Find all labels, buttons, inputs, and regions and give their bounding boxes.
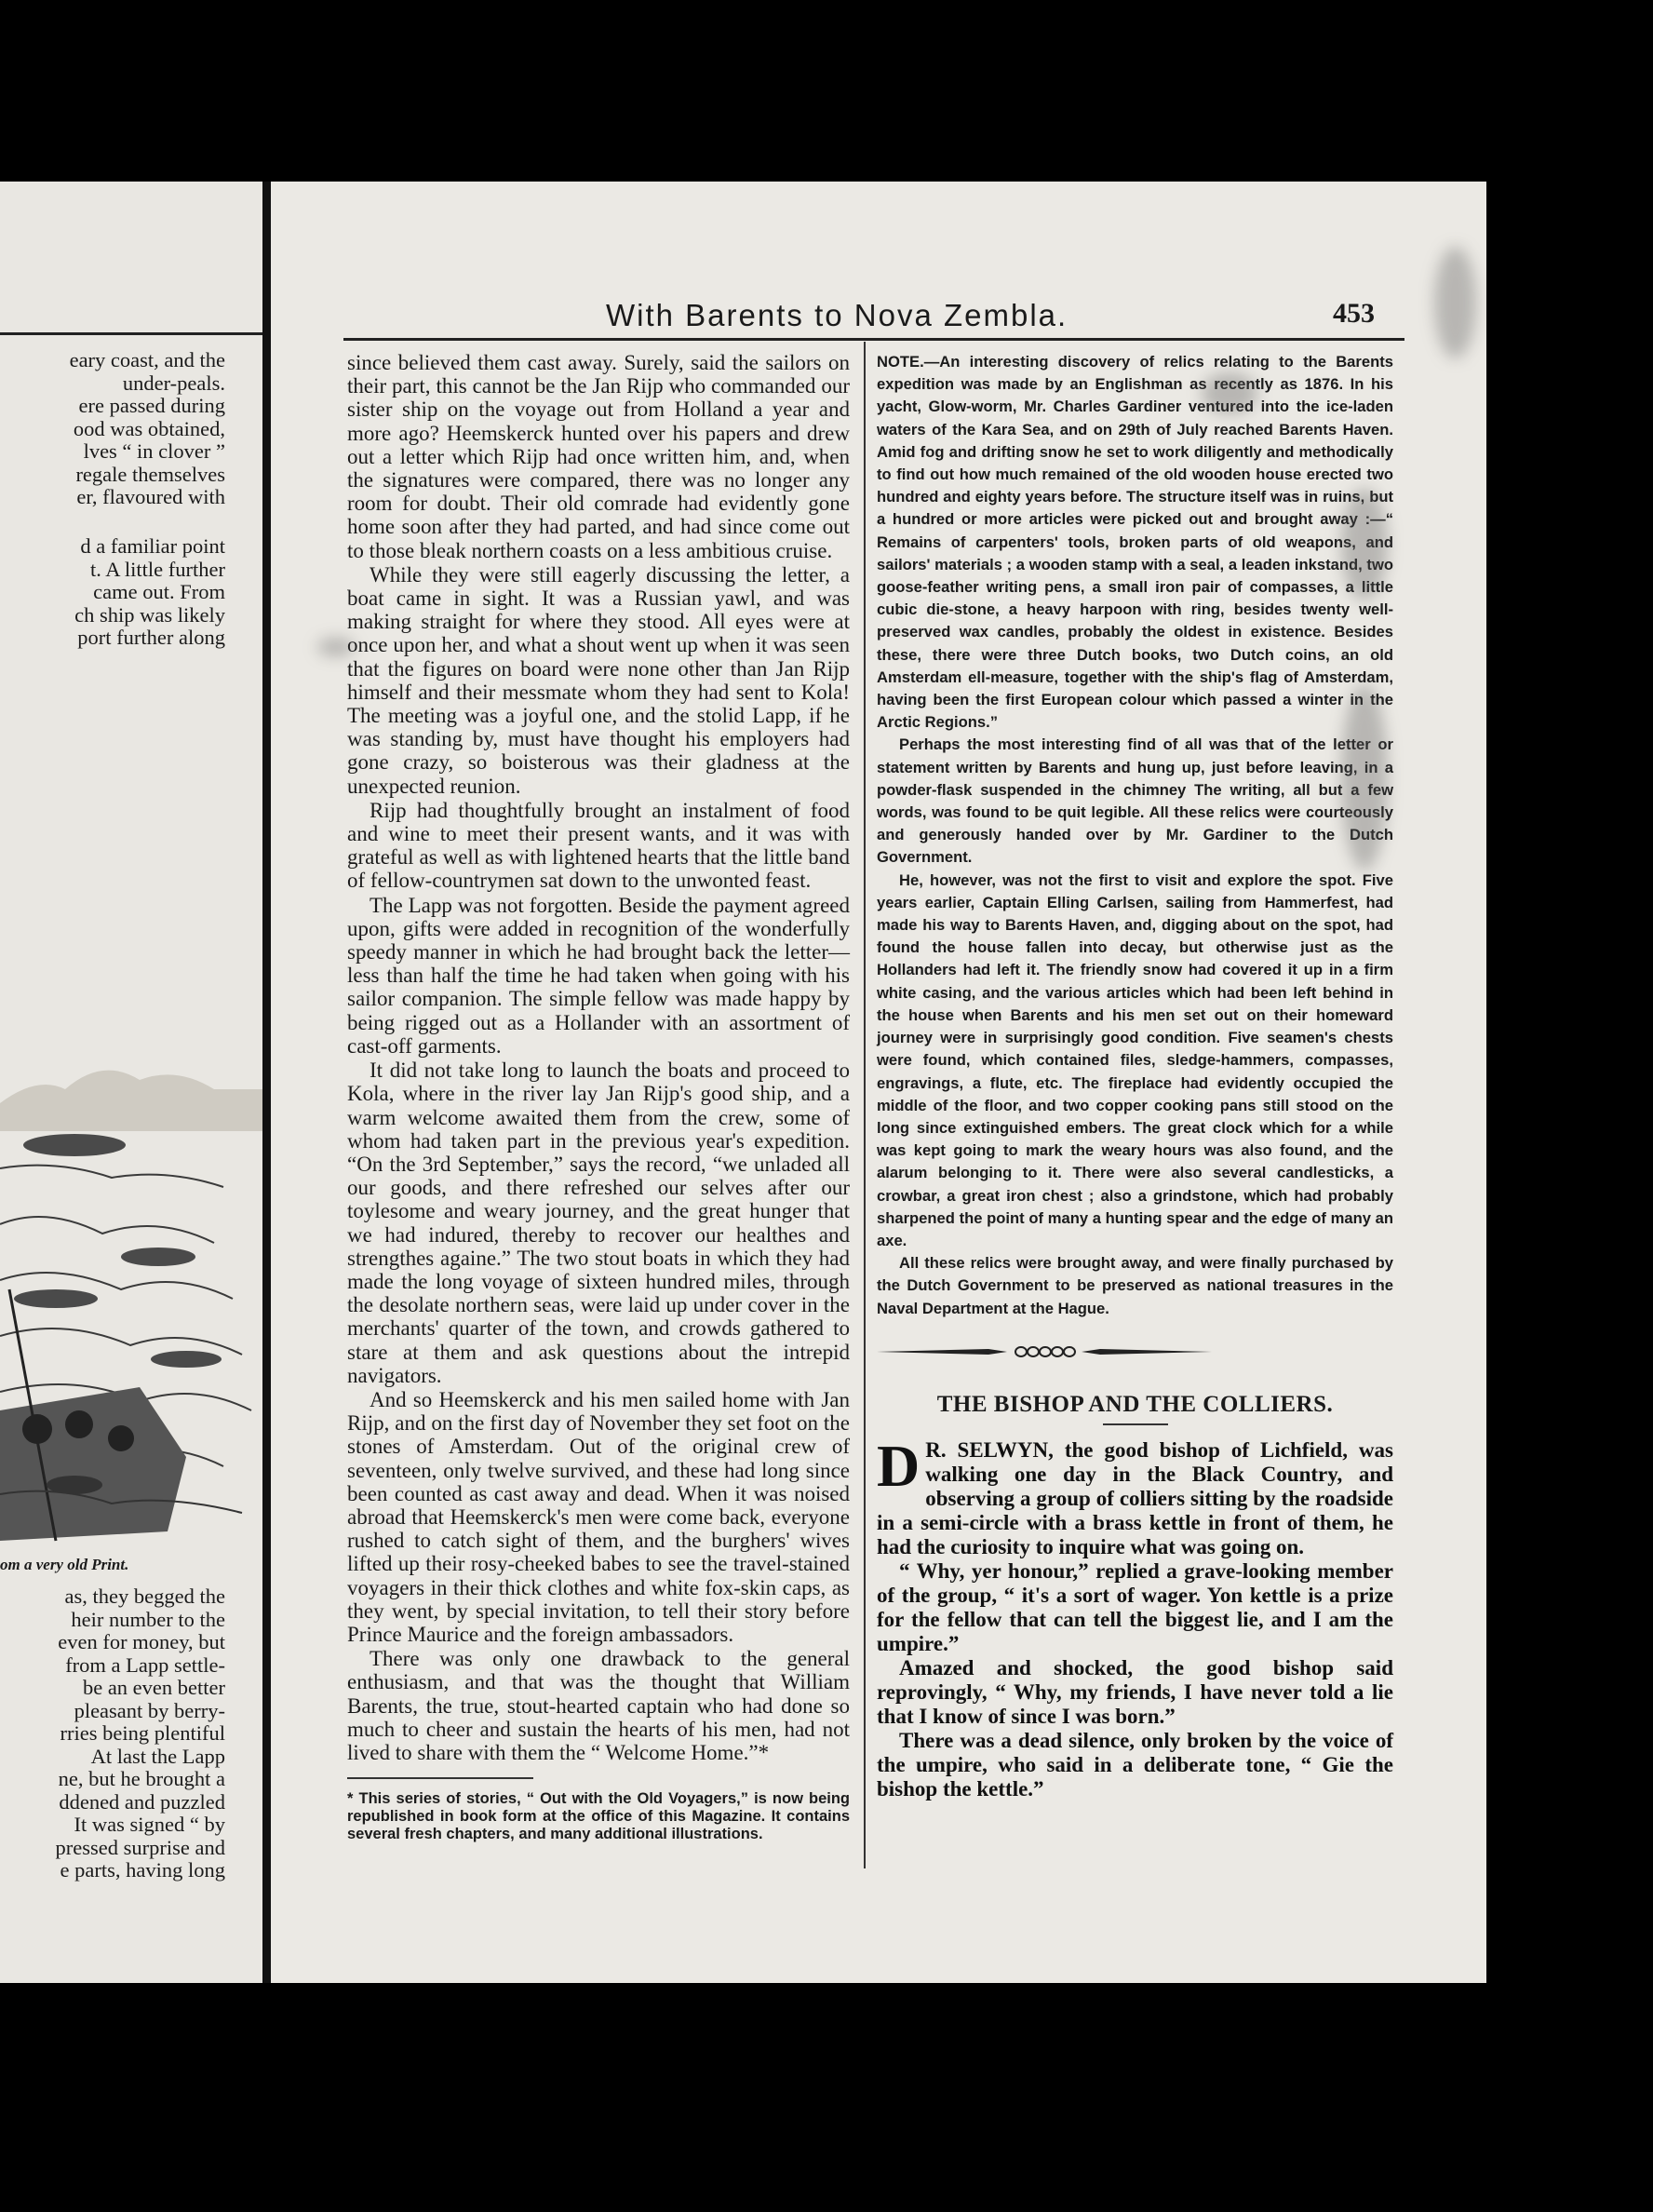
text-line: eary coast, and the bbox=[69, 348, 225, 371]
story-paragraph bbox=[877, 1433, 1393, 1559]
story-paragraph: There was a dead silence, only broken by the voice of the umpire, who said in a deliberate tone, “ Gie the bishop the kettle.” bbox=[877, 1729, 1393, 1801]
scan-border-right bbox=[1486, 0, 1653, 2212]
text-line: It was signed “ by bbox=[74, 1813, 225, 1836]
text-line: came out. From bbox=[93, 580, 225, 603]
header-rule-left bbox=[0, 332, 262, 335]
text-line: ood was obtained, bbox=[73, 416, 225, 440]
article-paragraph: since believed them cast away. Surely, said the sailors on their part, this cannot be the Jan Rijp who commanded our sister ship on the voyage out from Holland a year and more ago? Heemskerck hunted over his papers and drew out a letter which Rijp had once written him, and, when the signatures were compared, there was no longer any room for doubt. Their old comrade had evidently gone home soon after they had parted, and had since come out to those bleak northern coasts on a less ambitious cruise. bbox=[347, 351, 850, 562]
text-line: At last the Lapp bbox=[90, 1744, 225, 1768]
article-paragraph: The Lapp was not forgotten. Beside the payment agreed upon, gifts were added in recognition of the wonderfully speedy manner in which he had brought back the letter—less than half the time he had taken when going with his sailor companion. The simple fellow was made happy by being rigged out as a Hollander with an assortment of cast-off garments. bbox=[347, 893, 850, 1058]
ink-smudge bbox=[1434, 247, 1476, 358]
illustration-caption: om a very old Print. bbox=[0, 1556, 129, 1573]
ink-smudge bbox=[1202, 372, 1257, 414]
article-column-left bbox=[347, 351, 850, 1843]
text-line: ddened and puzzled bbox=[59, 1789, 225, 1814]
story-paragraph: Amazed and shocked, the good bishop said reprovingly, “ Why, my friends, I have never told a lie that I know of since I was born.” bbox=[877, 1656, 1393, 1729]
header-rule bbox=[343, 338, 1404, 341]
text-line: heir number to the bbox=[71, 1607, 225, 1631]
text-line: rries being plentiful bbox=[60, 1721, 225, 1745]
heading-rule bbox=[1103, 1423, 1168, 1425]
text-line: pressed surprise and bbox=[55, 1835, 225, 1859]
footnote-rule bbox=[347, 1777, 533, 1787]
text-line: e parts, having long bbox=[60, 1858, 225, 1882]
page-gutter bbox=[262, 182, 271, 1983]
article-paragraph: While they were still eagerly discussing the letter, a boat came in sight. It was a Russian yawl, and was making straight for where they stood. All eyes were at once upon her, and what a shout went up when it was seen that the figures on board were none other than Jan Rijp himself and their messmate whom they had sent to Kola! The meeting was a joyful one, and the stolid Lapp, if he was standing by, must have thought his employers had gone crazy, so boisterous was their gladness at the unexpected reunion. bbox=[347, 562, 850, 798]
text-line: regale themselves bbox=[75, 462, 225, 486]
text-line: lves “ in clover ” bbox=[83, 439, 225, 463]
story-paragraph-text: R. SELWYN, the good bishop of Lichfield, was walking one day in the Black Country, and observing a group of colliers sitting by the roadside in a semi-circle with a brass kettle in front of them, he had the curiosity to inquire what was going on. bbox=[877, 1438, 1393, 1559]
ink-smudge bbox=[317, 638, 355, 656]
left-page-text-middle bbox=[0, 535, 262, 650]
text-line: under-peals. bbox=[122, 371, 225, 395]
story-paragraph: “ Why, yer honour,” replied a grave-looking member of the group, “ it's a sort of wager. Yon kettle is a prize for the fellow that can tell the biggest lie, and I am the umpire.” bbox=[877, 1559, 1393, 1656]
column-divider bbox=[864, 342, 866, 1868]
left-page-text-bottom bbox=[0, 1585, 262, 1882]
article-paragraph: Rijp had thoughtfully brought an instalment of food and wine to meet their present wants, and it was with grateful as well as with lightened hearts that the little band of fellow-countrymen sat down to the unwonted feast. bbox=[347, 798, 850, 893]
ink-smudge bbox=[1341, 684, 1388, 870]
text-line: be an even better bbox=[82, 1676, 225, 1699]
text-line: from a Lapp settle- bbox=[65, 1652, 225, 1677]
drop-cap: D bbox=[877, 1433, 921, 1500]
text-line: ere passed during bbox=[78, 394, 225, 417]
note-paragraph: He, however, was not the first to visit and explore the spot. Five years earlier, Captain Elling Carlsen, sailing from Hammerfest, had made his way to Barents Haven, and, digging about on the spot, had found the house fallen into decay, but otherwise just as the Hollanders had left it. The friendly snow had covered it up in a firm white casing, and the various articles which had been left behind in the house when Barents and his men set out on their homeward journey were in surprisingly good condition. Five seamen's chests were found, which contained files, sledge-hammers, compasses, engravings, a flute, etc. The fireplace had evidently occupied the middle of the floor, and two copper cooking pans still stood on the long since extinguished embers. The great clock which for a while was kept going to mark the weary hours was also found, and the alarum belonging to it. There were also several candlesticks, a crowbar, a great iron chest ; also a grindstone, which had probably sharpened the point of many a hunting spear and the edge of many an axe. bbox=[877, 870, 1393, 1249]
note-paragraph: Perhaps the most interesting find of all was that of the letter or statement written by Barents and hung up, just before leaving, in a powder-flask suspended in the chimney The writing, all but a few words, was found to be quit legible. All these relics were courteously and generously handed over by Mr. Gardiner to the Dutch Government. bbox=[877, 735, 1393, 867]
running-head: With Barents to Nova Zembla. bbox=[606, 298, 1068, 332]
section-ornament bbox=[877, 1344, 1212, 1359]
story-heading: THE BISHOP AND THE COLLIERS. bbox=[936, 1391, 1334, 1417]
text-line: ch ship was likely bbox=[74, 602, 225, 627]
note-paragraph: NOTE.—An interesting discovery of relics relating to the Barents expedition was made by an Englishman as recently as 1876. In his yacht, Glow-worm, Mr. Charles Gardiner ventured into the ice-laden waters of the Kara Sea, and on 29th of July reached Barents Haven. Amid fog and drifting snow he set to work diligently and methodically to find out how much remained of the old wooden house erected two hundred and eighty years before. The structure itself was in ruins, but a hundred or more articles were picked out and brought away :—“ Remains of carpenters' tools, broken parts of old weapons, and sailors' materials ; a wooden stamp with a seal, a leaden inkstand, two goose-feather writing pens, a small iron pair of compasses, a little cubic die-stone, a heavy harpoon with ring, besides twenty well-preserved wax candles, probably the oldest in existence. Besides these, there were three Dutch books, two Dutch coins, an old Amsterdam ell-measure, together with the ship's flag of Amsterdam, having been the first European colour which passed a winter in the Arctic Regions.” bbox=[877, 353, 1393, 732]
text-line: er, flavoured with bbox=[76, 485, 225, 508]
main-page bbox=[271, 182, 1486, 1983]
story-body bbox=[877, 1433, 1393, 1801]
footnote: * This series of stories, “ Out with the Old Voyagers,” is now being republished in book form at the office of this Magazine. It contains several fresh chapters, and many additional illustrations. bbox=[347, 1790, 850, 1843]
left-page-text-top bbox=[0, 349, 262, 509]
article-paragraph: There was only one drawback to the general enthusiasm, and that was the thought that William Barents, the true, stout-hearted captain who had done so much to cheer and sustain the hearts of his men, had not lived to share with them the “ Welcome Home.”* bbox=[347, 1647, 850, 1764]
page-number: 453 bbox=[1333, 298, 1375, 329]
text-line: pleasant by berry- bbox=[74, 1698, 225, 1722]
text-line: t. A little further bbox=[90, 557, 225, 581]
previous-page-fragment bbox=[0, 182, 262, 1983]
text-line: d a familiar point bbox=[80, 534, 225, 558]
text-line: port further along bbox=[77, 626, 225, 649]
ink-smudge bbox=[1341, 489, 1388, 600]
note-paragraph: All these relics were brought away, and were finally purchased by the Dutch Government to be preserved as national treasures in the Naval Department at the Hague. bbox=[877, 1254, 1393, 1317]
article-paragraph: And so Heemskerck and his men sailed home with Jan Rijp, and on the first day of November they set foot on the stones of Amsterdam. Out of the original crew of seventeen, only twelve survived, and these had long since been counted as cast away and dead. When it was noised abroad that Heemskerck's men were come back, everyone rushed to catch sight of them, and the burghers' wives lifted up their rosy-cheeked babes to see the travel-stained voyagers in their thick clothes and white fox-skin caps, as they went, by special invitation, to tell their story before Prince Maurice and the foreign ambassadors. bbox=[347, 1387, 850, 1646]
text-line: ne, but he brought a bbox=[58, 1767, 225, 1790]
article-column-right bbox=[877, 351, 1393, 1801]
text-line: even for money, but bbox=[58, 1630, 225, 1653]
text-line: as, they begged the bbox=[64, 1585, 225, 1608]
article-paragraph: It did not take long to launch the boats and proceed to Kola, where in the river lay Jan Rijp's good ship, and a warm welcome awaited them from the crew, some of whom had taken part in the previous year's expedition. “On the 3rd September,” says the record, “we unladed all our goods, and there refreshed our selves after our toylesome and weary journey, and the great hunger that we had indured, thereby to recover our healthes and strengthes againe.” The two stout boats in which they had made the long voyage of sixteen hundred miles, through the desolate northern seas, were laid up under cover in the merchants' quarter of the town, and crowds gathered to stare at them and ask questions about the intrepid navigators. bbox=[347, 1059, 850, 1387]
